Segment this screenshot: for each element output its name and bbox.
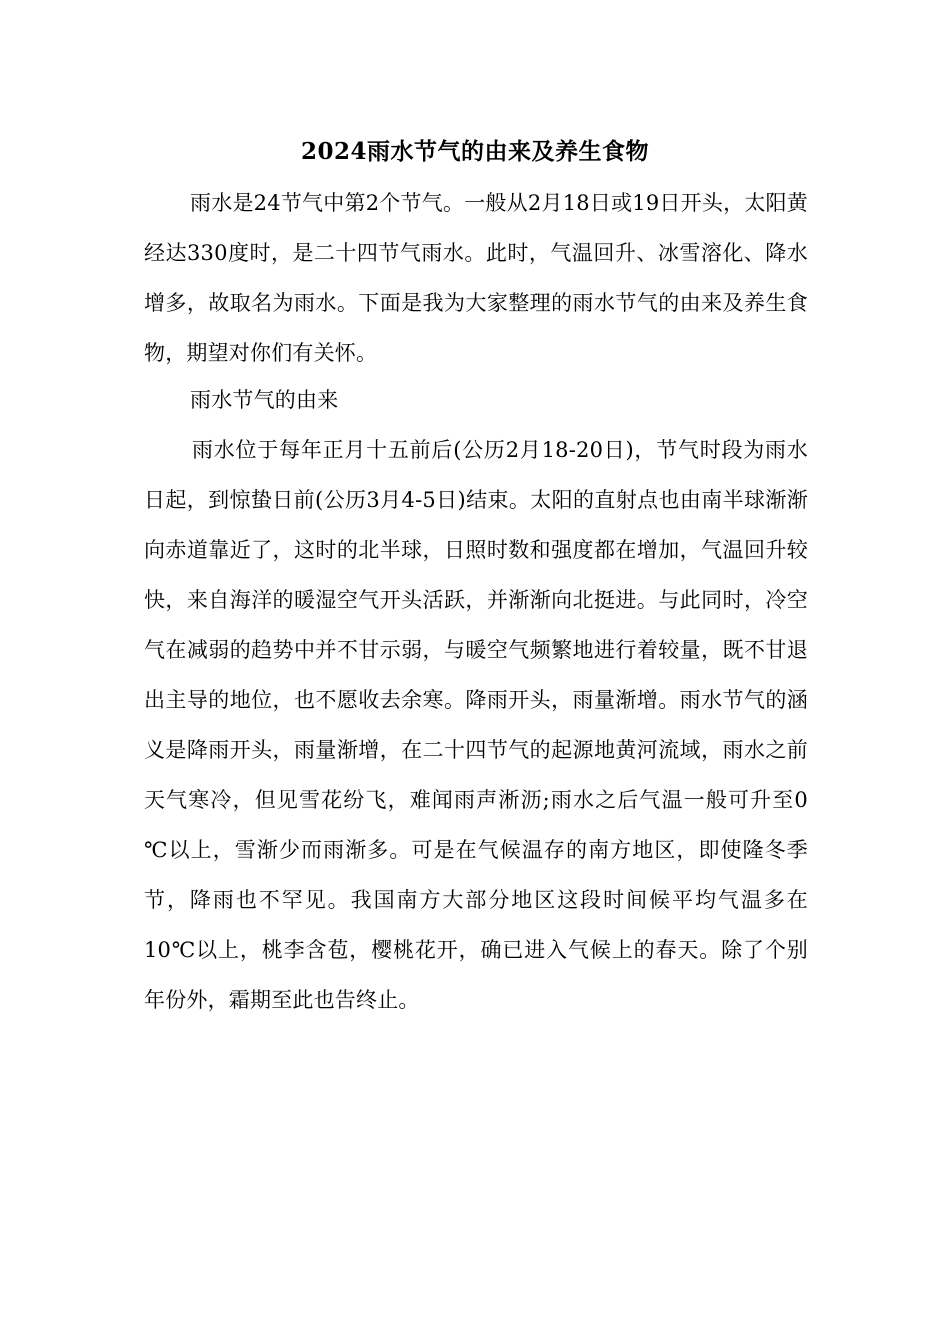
origin-paragraph: 雨水位于每年正月十五前后(公历2月18-20日)，节气时段为雨水日起，到惊蛰日前(公历3月4-5日)结束。太阳的直射点也由南半球渐渐向赤道靠近了，这时的北半球，日照时数和强度都在增加，气温回升较快，来自海洋的暖湿空气开头活跃，并渐渐向北挺进。与此同时，冷空气在减弱的趋势中并不甘示弱，与暖空气频繁地进行着较量，既不甘退出主导的地位，也不愿收去余寒。降雨开头，雨量渐增。雨水节气的涵义是降雨开头，雨量渐增，在二十四节气的起源地黄河流域，雨水之前天气寒冷，但见雪花纷飞，难闻雨声淅沥;雨水之后气温一般可升至0 ℃以上，雪渐少而雨渐多。可是在气候温存的南方地区，即使隆冬季节，降雨也不罕见。我国南方大部分地区这段时间候平均气温多在10℃以上，桃李含苞，樱桃花开，确已进入气候上的春天。除了个别年份外，霜期至此也告终止。 [144, 438, 808, 1012]
document-title: 2024雨水节气的由来及养生食物 [300, 138, 649, 165]
intro-paragraph: 雨水是24节气中第2个节气。一般从2月18日或19日开头，太阳黄经达330度时，是二十四节气雨水。此时，气温回升、冰雪溶化、降水增多，故取名为雨水。下面是我为大家整理的雨水节气的由来及养生食物，期望对你们有关怀。 [144, 191, 808, 365]
section-heading: 雨水节气的由来 [190, 388, 339, 412]
